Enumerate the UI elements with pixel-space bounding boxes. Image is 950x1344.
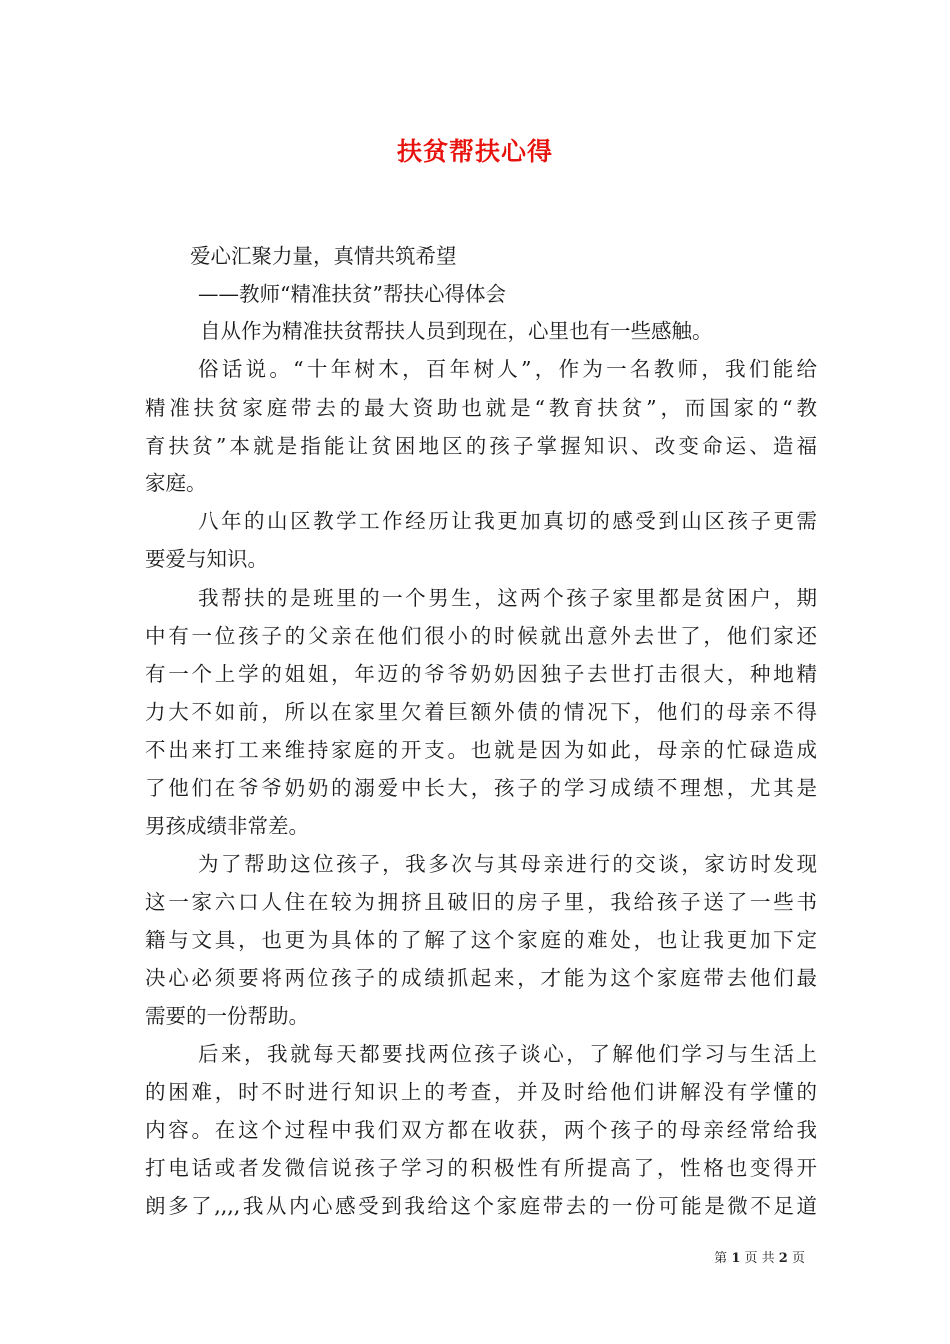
body-line: 男孩成绩非常差。 <box>145 814 309 838</box>
body-line: 为了帮助这位孩子，我多次与其母亲进行的交谈，家访时发现 <box>198 852 817 876</box>
subtitle-heading: 爱心汇聚力量，真情共筑希望 <box>190 244 457 268</box>
footer-page-number: 1 <box>731 1251 741 1266</box>
body-line: 了他们在爷爷奶奶的溺爱中长大，孩子的学习成绩不理想，尤其是 <box>145 776 817 800</box>
body-line: 的困难，时不时进行知识上的考查，并及时给他们讲解没有学懂的 <box>145 1080 817 1104</box>
footer-total-pages: 2 <box>778 1251 788 1266</box>
body-line: 后来，我就每天都要找两位孩子谈心，了解他们学习与生活上 <box>198 1042 817 1066</box>
body-line: 籍与文具，也更为具体的了解了这个家庭的难处，也让我更加下定 <box>145 928 817 952</box>
body-line: 需要的一份帮助。 <box>145 1004 309 1028</box>
body-line: 内容。在这个过程中我们双方都在收获，两个孩子的母亲经常给我 <box>145 1118 817 1142</box>
body-line: 育扶贫”本就是指能让贫困地区的孩子掌握知识、改变命运、造福 <box>145 434 817 458</box>
body-line: 力大不如前，所以在家里欠着巨额外债的情况下，他们的母亲不得 <box>145 700 817 724</box>
body-line: 打电话或者发微信说孩子学习的积极性有所提高了，性格也变得开 <box>145 1156 817 1180</box>
body-line: 这一家六口人住在较为拥挤且破旧的房子里，我给孩子送了一些书 <box>145 890 817 914</box>
body-line: 不出来打工来维持家庭的开支。也就是因为如此，母亲的忙碌造成 <box>145 738 817 762</box>
subtitle-byline: ——教师“精准扶贫”帮扶心得体会 <box>198 282 506 306</box>
page-title: 扶贫帮扶心得 <box>396 137 553 166</box>
footer-prefix: 第 <box>714 1251 728 1266</box>
body-line: 精准扶贫家庭带去的最大资助也就是“教育扶贫”，而国家的“教 <box>145 396 817 420</box>
footer-suffix: 页 <box>791 1251 805 1266</box>
footer-middle: 页 共 <box>744 1251 775 1266</box>
body-line: 自从作为精准扶贫帮扶人员到现在，心里也有一些感触。 <box>200 319 713 343</box>
page-number-footer <box>714 1247 805 1266</box>
body-line: 有一个上学的姐姐，年迈的爷爷奶奶因独子去世打击很大，种地精 <box>145 662 817 686</box>
body-line: 八年的山区教学工作经历让我更加真切的感受到山区孩子更需 <box>198 509 817 533</box>
body-line: 朗多了,,,,我从内心感受到我给这个家庭带去的一份可能是微不足道 <box>145 1194 817 1218</box>
body-line: 决心必须要将两位孩子的成绩抓起来，才能为这个家庭带去他们最 <box>145 966 817 990</box>
body-line: 中有一位孩子的父亲在他们很小的时候就出意外去世了，他们家还 <box>145 624 817 648</box>
body-line: 俗话说。“十年树木，百年树人”，作为一名教师，我们能给 <box>198 357 817 381</box>
body-line: 家庭。 <box>145 471 207 495</box>
body-line: 我帮扶的是班里的一个男生，这两个孩子家里都是贫困户，期 <box>198 586 817 610</box>
body-line: 要爱与知识。 <box>145 547 268 571</box>
